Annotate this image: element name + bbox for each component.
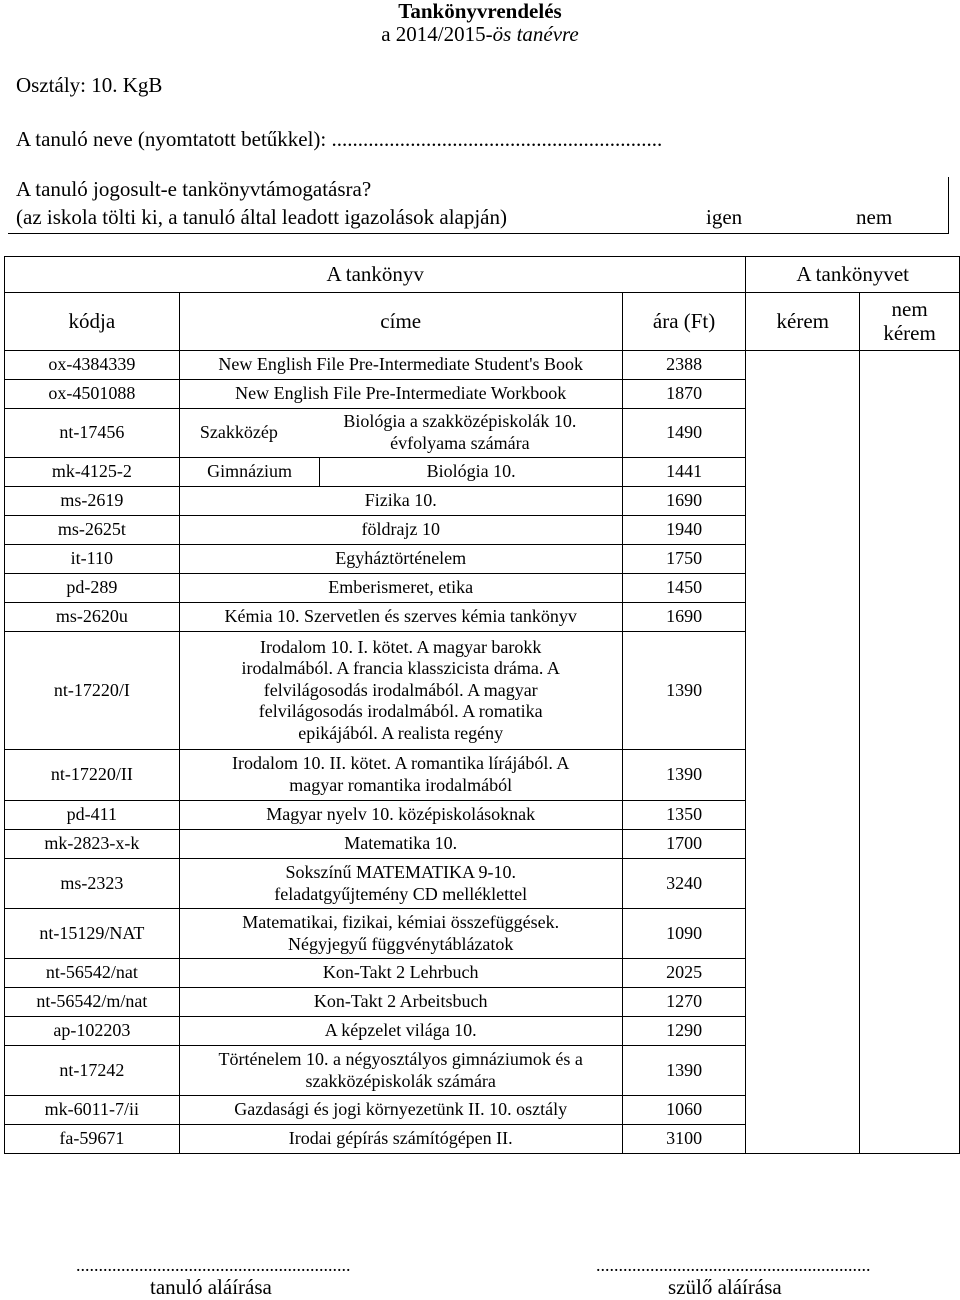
book-title: Irodai gépírás számítógépen II. xyxy=(179,1125,622,1154)
book-title-line: magyar romantika irodalmából xyxy=(289,775,513,795)
order-not-want-cell[interactable] xyxy=(860,988,960,1017)
book-code: nt-15129/NAT xyxy=(5,909,180,959)
table-row xyxy=(5,516,960,545)
order-not-want-cell[interactable] xyxy=(860,409,960,458)
book-title: A képzelet világa 10. xyxy=(179,1017,622,1046)
book-order-table xyxy=(4,256,960,1154)
book-title: New English File Pre-Intermediate Student's Book xyxy=(179,351,622,380)
col-header-code: kódja xyxy=(5,293,180,351)
group-header-order: A tankönyvet xyxy=(746,257,960,293)
order-want-cell[interactable] xyxy=(746,1046,860,1096)
book-code: pd-289 xyxy=(5,574,180,603)
book-price: 1490 xyxy=(622,409,746,458)
book-code: it-110 xyxy=(5,545,180,574)
book-title xyxy=(179,909,622,959)
book-title: Matematika 10. xyxy=(179,830,622,859)
book-price: 1390 xyxy=(622,1046,746,1096)
order-want-cell[interactable] xyxy=(746,988,860,1017)
table-row xyxy=(5,458,960,487)
order-not-want-cell[interactable] xyxy=(860,1096,960,1125)
book-price: 1690 xyxy=(622,603,746,632)
col-header-not-want-line2: kérem xyxy=(883,320,936,345)
order-want-cell[interactable] xyxy=(746,801,860,830)
book-title-line: Történelem 10. a négyosztályos gimnáziumok és a xyxy=(218,1048,583,1069)
order-want-cell[interactable] xyxy=(746,487,860,516)
table-row xyxy=(5,632,960,750)
order-want-cell[interactable] xyxy=(746,959,860,988)
book-title: Kémia 10. Szervetlen és szerves kémia tankönyv xyxy=(179,603,622,632)
student-name-line[interactable]: A tanuló neve (nyomtatott betűkkel): ............................................................... xyxy=(16,127,663,151)
book-price: 3100 xyxy=(622,1125,746,1154)
order-not-want-cell[interactable] xyxy=(860,1017,960,1046)
order-want-cell[interactable] xyxy=(746,750,860,801)
book-title: Kon-Takt 2 Lehrbuch xyxy=(179,959,622,988)
order-not-want-cell[interactable] xyxy=(860,1046,960,1096)
book-title-line: epikájából. A realista regény xyxy=(298,722,504,743)
book-price: 1290 xyxy=(622,1017,746,1046)
page-subtitle xyxy=(0,22,960,47)
book-title xyxy=(298,409,622,458)
book-title-line: felvilágosodás irodalmából. A romatika xyxy=(258,701,543,722)
book-code: ox-4384339 xyxy=(5,351,180,380)
book-track: Gimnázium xyxy=(179,458,320,487)
book-code: nt-17220/II xyxy=(5,750,180,801)
book-code: pd-411 xyxy=(5,801,180,830)
order-not-want-cell[interactable] xyxy=(860,574,960,603)
table-row xyxy=(5,1017,960,1046)
book-code: ox-4501088 xyxy=(5,380,180,409)
book-price: 1270 xyxy=(622,988,746,1017)
order-not-want-cell[interactable] xyxy=(860,830,960,859)
book-title: Emberismeret, etika xyxy=(179,574,622,603)
book-code: ms-2625t xyxy=(5,516,180,545)
book-title-line: Biológia a szakközépiskolák 10. xyxy=(343,411,577,432)
order-want-cell[interactable] xyxy=(746,516,860,545)
order-not-want-cell[interactable] xyxy=(860,859,960,909)
order-not-want-cell[interactable] xyxy=(860,380,960,409)
order-not-want-cell[interactable] xyxy=(860,750,960,801)
book-code: ms-2620u xyxy=(5,603,180,632)
book-price: 1390 xyxy=(622,750,746,801)
table-row xyxy=(5,409,960,458)
book-code: ms-2619 xyxy=(5,487,180,516)
book-price: 1090 xyxy=(622,909,746,959)
book-title: Gazdasági és jogi környezetünk II. 10. osztály xyxy=(179,1096,622,1125)
order-want-cell[interactable] xyxy=(746,574,860,603)
book-title-line: Irodalom 10. II. kötet. A romantika lírájából. A xyxy=(231,753,570,774)
subtitle-suffix: ös tanévre xyxy=(492,22,579,46)
book-code: ms-2323 xyxy=(5,859,180,909)
book-price: 1441 xyxy=(622,458,746,487)
table-row xyxy=(5,574,960,603)
order-not-want-cell[interactable] xyxy=(860,351,960,380)
book-price: 2388 xyxy=(622,351,746,380)
book-price: 1690 xyxy=(622,487,746,516)
book-track: Szakközép xyxy=(179,409,298,458)
col-header-title: címe xyxy=(179,293,622,351)
book-code: mk-2823-x-k xyxy=(5,830,180,859)
table-row xyxy=(5,545,960,574)
col-header-want: kérem xyxy=(746,293,860,351)
book-title: Egyháztörténelem xyxy=(179,545,622,574)
book-title: Kon-Takt 2 Arbeitsbuch xyxy=(179,988,622,1017)
support-note: (az iskola tölti ki, a tanuló által leadott igazolások alapján) xyxy=(16,205,507,229)
book-code: nt-17220/I xyxy=(5,632,180,750)
table-row xyxy=(5,909,960,959)
book-code: nt-56542/m/nat xyxy=(5,988,180,1017)
book-price: 3240 xyxy=(622,859,746,909)
table-row xyxy=(5,351,960,380)
order-not-want-cell[interactable] xyxy=(860,603,960,632)
table-row xyxy=(5,859,960,909)
order-not-want-cell[interactable] xyxy=(860,545,960,574)
book-title: földrajz 10 xyxy=(179,516,622,545)
order-want-cell[interactable] xyxy=(746,409,860,458)
book-price: 1390 xyxy=(622,632,746,750)
book-code: nt-17456 xyxy=(5,409,180,458)
support-yes-option[interactable]: igen xyxy=(706,205,743,229)
order-want-cell[interactable] xyxy=(746,909,860,959)
book-price: 1870 xyxy=(622,380,746,409)
table-row xyxy=(5,959,960,988)
book-title-line: Matematikai, fizikai, kémiai összefüggések. xyxy=(242,911,560,932)
book-price: 1750 xyxy=(622,545,746,574)
book-price: 1940 xyxy=(622,516,746,545)
order-not-want-cell[interactable] xyxy=(860,1125,960,1154)
order-want-cell[interactable] xyxy=(746,458,860,487)
order-want-cell[interactable] xyxy=(746,351,860,380)
order-want-cell[interactable] xyxy=(746,1017,860,1046)
page-title: Tankönyvrendelés xyxy=(398,0,562,23)
book-title-line: évfolyama számára xyxy=(390,433,530,453)
order-not-want-cell[interactable] xyxy=(860,632,960,750)
book-title: Magyar nyelv 10. középiskolásoknak xyxy=(179,801,622,830)
table-row xyxy=(5,1125,960,1154)
book-title: Fizika 10. xyxy=(179,487,622,516)
table-row xyxy=(5,801,960,830)
table-row xyxy=(5,1046,960,1096)
order-want-cell[interactable] xyxy=(746,545,860,574)
book-price: 2025 xyxy=(622,959,746,988)
table-row xyxy=(5,487,960,516)
book-price: 1700 xyxy=(622,830,746,859)
book-code: mk-4125-2 xyxy=(5,458,180,487)
order-not-want-cell[interactable] xyxy=(860,487,960,516)
book-code: ap-102203 xyxy=(5,1017,180,1046)
order-want-cell[interactable] xyxy=(746,859,860,909)
order-not-want-cell[interactable] xyxy=(860,909,960,959)
book-title-line: feladatgyűjtemény CD melléklettel xyxy=(274,883,528,904)
class-line: Osztály: 10. KgB xyxy=(16,73,163,97)
order-want-cell[interactable] xyxy=(746,1096,860,1125)
col-header-not-want-line1: nem xyxy=(891,297,928,322)
book-title xyxy=(179,1046,622,1096)
book-title xyxy=(179,859,622,909)
student-signature-label: tanuló aláírása xyxy=(150,1275,272,1299)
book-title: Biológia 10. xyxy=(320,458,622,487)
book-code: nt-56542/nat xyxy=(5,959,180,988)
order-want-cell[interactable] xyxy=(746,603,860,632)
order-not-want-cell[interactable] xyxy=(860,458,960,487)
book-title-line: felvilágosodás irodalmából. A magyar xyxy=(263,679,538,700)
order-not-want-cell[interactable] xyxy=(860,959,960,988)
book-code: mk-6011-7/ii xyxy=(5,1096,180,1125)
order-want-cell[interactable] xyxy=(746,380,860,409)
col-header-not-want xyxy=(860,293,960,351)
book-title-line: szakközépiskolák számára xyxy=(305,1070,496,1091)
order-want-cell[interactable] xyxy=(746,632,860,750)
order-not-want-cell[interactable] xyxy=(860,801,960,830)
order-want-cell[interactable] xyxy=(746,830,860,859)
support-question: A tanuló jogosult-e tankönyvtámogatásra? xyxy=(16,177,372,201)
book-title xyxy=(179,750,622,801)
table-row xyxy=(5,1096,960,1125)
book-code: fa-59671 xyxy=(5,1125,180,1154)
book-title xyxy=(179,632,622,750)
table-row xyxy=(5,750,960,801)
support-no-option[interactable]: nem xyxy=(856,205,893,229)
col-header-price: ára (Ft) xyxy=(622,293,746,351)
subtitle-prefix: a 2014/2015- xyxy=(381,22,493,46)
order-not-want-cell[interactable] xyxy=(860,516,960,545)
book-title-line: Irodalom 10. I. kötet. A magyar barokk xyxy=(259,636,542,657)
book-title: New English File Pre-Intermediate Workbook xyxy=(179,380,622,409)
table-row xyxy=(5,603,960,632)
book-price: 1060 xyxy=(622,1096,746,1125)
book-title-line: Sokszínű MATEMATIKA 9-10. xyxy=(285,861,516,882)
book-price: 1450 xyxy=(622,574,746,603)
book-title-line: Négyjegyű függvénytáblázatok xyxy=(288,933,514,954)
book-price: 1350 xyxy=(622,801,746,830)
table-row xyxy=(5,830,960,859)
parent-signature-line[interactable]: ............................................................. xyxy=(596,1255,871,1275)
student-signature-line[interactable]: ............................................................. xyxy=(76,1255,351,1275)
table-row xyxy=(5,380,960,409)
book-code: nt-17242 xyxy=(5,1046,180,1096)
table-row xyxy=(5,988,960,1017)
order-want-cell[interactable] xyxy=(746,1125,860,1154)
group-header-book: A tankönyv xyxy=(5,257,746,293)
book-title-line: irodalmából. A francia klasszicista dráma. A xyxy=(241,658,560,679)
parent-signature-label: szülő aláírása xyxy=(668,1275,782,1299)
